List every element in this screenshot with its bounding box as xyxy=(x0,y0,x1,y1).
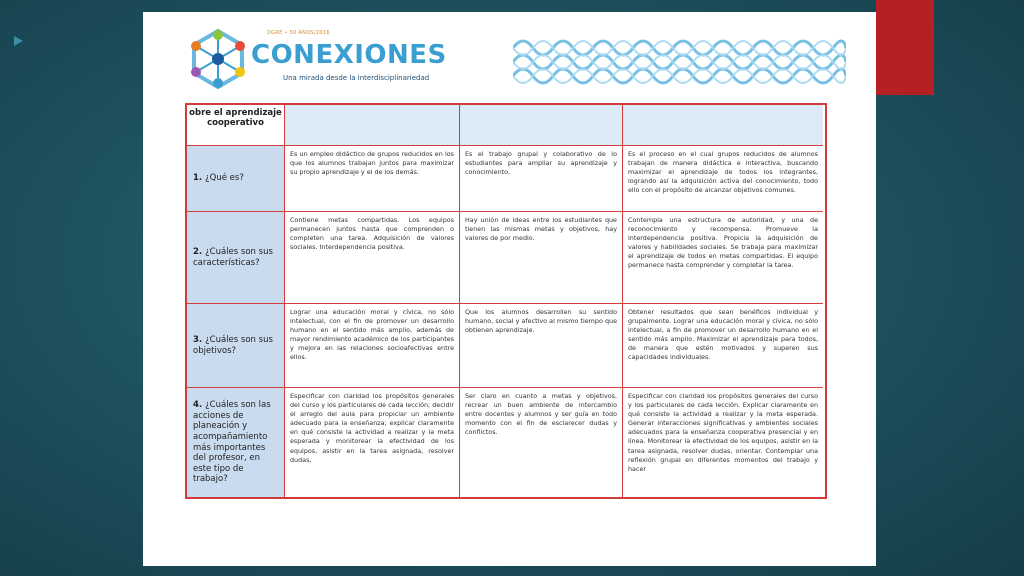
red-accent-tab xyxy=(876,0,934,95)
question-text: ¿Qué es? xyxy=(205,173,244,184)
question-1 xyxy=(187,146,285,212)
answer-cell: Contempla una estructura de autoridad, y una de reconocimiento y recompensa. Promueve la interdependencia positiva. Propicia la adquisición de valores y habilidades sociales. Se trabaja para maximizar el aprendizaje de todos en metas compartidas. El equipo permanece hasta comprender y completar la tarea. xyxy=(623,212,823,304)
conexiones-logo xyxy=(187,28,447,100)
answer-cell: Lograr una educación moral y cívica, no sólo intelectual, con el fin de promover un desarrollo humano en el sentido más amplio, además de mayor rendimiento académico de los participantes y mejora en las relaciones socioafectivas entre ellos. xyxy=(285,304,460,388)
answer-cell: Hay unión de ideas entre los estudiantes que tienen las mismas metas y objetivos, hay valores de por medio. xyxy=(460,212,623,304)
table-header-col-1 xyxy=(285,105,460,146)
logo-title: CONEXIONES xyxy=(251,40,447,70)
table-header-col-3 xyxy=(623,105,823,146)
answer-cell: Obtener resultados que sean benéficos individual y grupalmente. Lograr una educación moral y cívica, no sólo intelectual, a fin de promover un desarrollo humano en el sentido más amplio. Maximizar el aprendizaje para todos, de manera que estén motivados y superen sus capacidades individuales. xyxy=(623,304,823,388)
table-header-topic: obre el aprendizaje cooperativo xyxy=(187,105,285,146)
answer-cell: Ser claro en cuanto a metas y objetivos, recrear un buen ambiente de intercambio entre docentes y alumnos y ser guía en todo momento con el fin de esclarecer dudas y conflictos. xyxy=(460,388,623,497)
question-number: 4. xyxy=(193,400,203,410)
answer-cell: Especificar con claridad los propósitos generales del curso y los particulares de cada lección; decidir el arreglo del aula para propiciar un ambiente adecuado para la enseñanza; explicar claramente en qué consiste la actividad a realizar y la meta esperada y monitorear la efectividad de los equipos, asistir en la tarea asignada, resolver dudas, xyxy=(285,388,460,497)
logo-subtitle: Una mirada desde la interdisciplinariedad xyxy=(283,74,430,82)
answer-cell: Es un empleo didáctico de grupos reducidos en los que los alumnos trabajan juntos para maximizar su propio aprendizaje y el de los demás. xyxy=(285,146,460,212)
question-number: 2. xyxy=(193,246,203,257)
answer-cell: Es el trabajo grupal y colaborativo de lo estudiantes para ampliar su aprendizaje y conocimiento. xyxy=(460,146,623,212)
question-2 xyxy=(187,212,285,304)
question-number: 1. xyxy=(193,173,203,184)
answer-cell: Que los alumnos desarrollen su sentido humano, social y afectivo al mismo tiempo que obtienen aprendizaje. xyxy=(460,304,623,388)
answer-cell: Contiene metas compartidas. Los equipos permanecen juntos hasta que comprenden o completen una tarea. Adquisición de valores sociales. Interdependencia positiva. xyxy=(285,212,460,304)
answer-cell: Especificar con claridad los propósitos generales del curso y los particulares de cada lección. Explicar claramente en qué consiste la actividad a realizar y la meta esperada. Generar interacciones significativas y ambientes sociales adecuados para la enseñanza cooperativa presencial y en línea. Monitorear la efectividad de los equipos, asistir en la tarea asignada, resolver dudas, orientar. Contemplar una reflexión grupal en diferentes momentos del trabajo y hacer xyxy=(623,388,823,497)
conexiones-logo-icon xyxy=(187,28,249,90)
answer-cell: Es el proceso en el cual grupos reducidos de alumnos trabajan de manera didáctica e interactiva, buscando maximizar el aprendizaje de todos los integrantes, logrando así la adquisición activa del conocimiento, todo ello con el propósito de alcanzar objetivos comunes. xyxy=(623,146,823,212)
arrow-bullet-icon xyxy=(14,36,23,46)
cooperative-learning-table xyxy=(185,103,827,499)
question-text: ¿Cuáles son las acciones de planeación y acompañamiento más importantes del profesor, en este tipo de trabajo? xyxy=(193,400,271,485)
slide-content xyxy=(143,12,876,566)
table-header-col-2 xyxy=(460,105,623,146)
question-text: ¿Cuáles son sus objetivos? xyxy=(193,334,273,356)
header-wave-pattern xyxy=(513,34,846,90)
logo-tagline-top: DGRE • 50 AÑOS/2016 xyxy=(267,30,330,36)
question-4 xyxy=(187,388,285,497)
question-text: ¿Cuáles son sus características? xyxy=(193,246,273,268)
question-number: 3. xyxy=(193,334,203,345)
question-3 xyxy=(187,304,285,388)
